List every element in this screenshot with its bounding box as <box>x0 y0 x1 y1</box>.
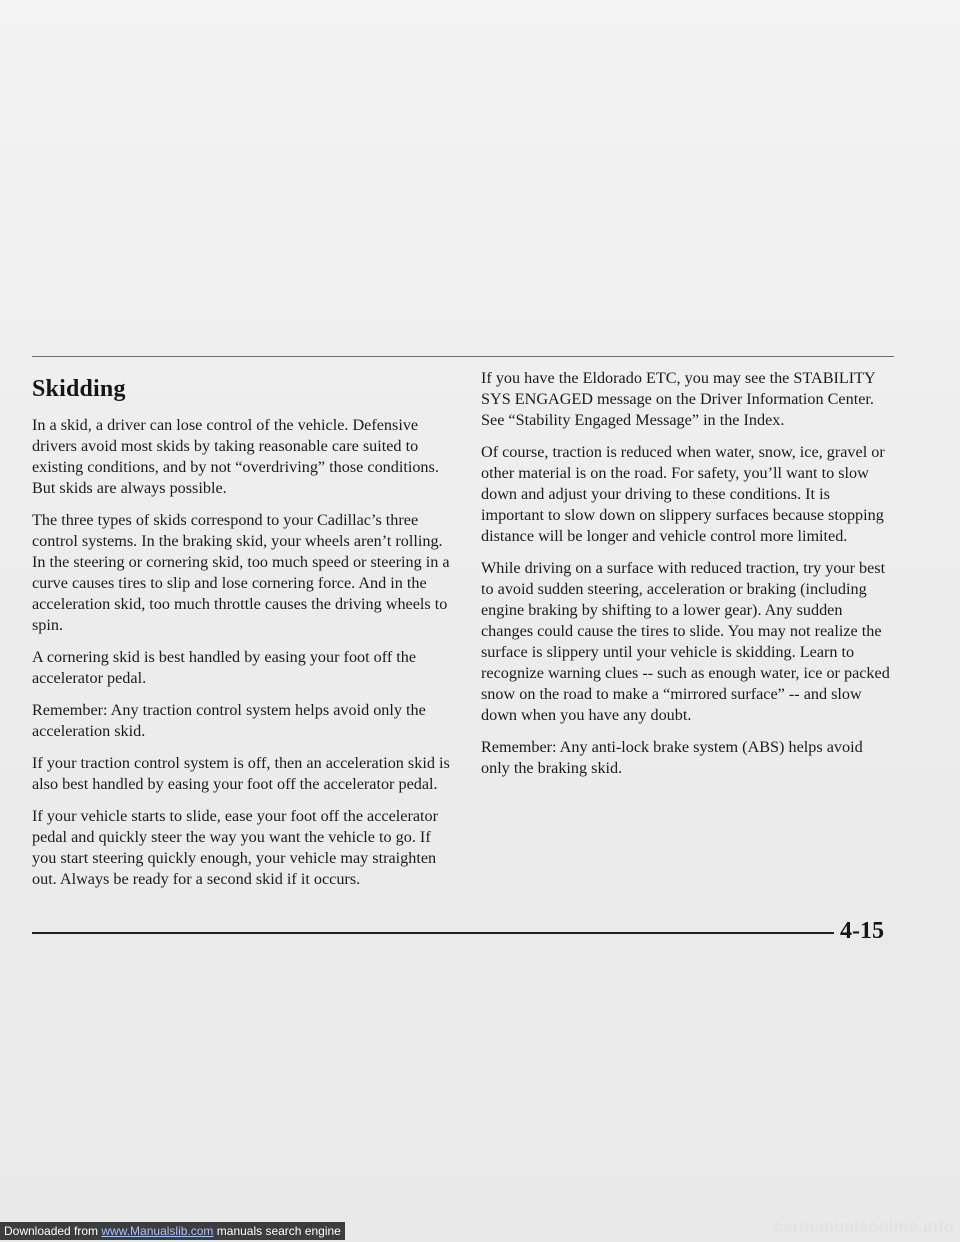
right-paragraph: Of course, traction is reduced when water, snow, ice, gravel or other material is on the road. For safety, you’ll want to slow down and adjust your driving to these conditions. It is important to slow down on slippery surfaces because stopping distance will be longer and vehicle control more limited. <box>481 443 885 545</box>
watermark-text: carmanualsonline.info <box>773 1217 954 1236</box>
footer-suffix: manuals search engine <box>213 1224 341 1238</box>
left-paragraph: In a skid, a driver can lose control of the vehicle. Defensive drivers avoid most skids by taking reasonable care suited to existing conditions, and by not “overdriving” those conditions. But skids are always possible. <box>32 416 439 497</box>
top-divider <box>32 356 894 357</box>
left-paragraph: The three types of skids correspond to your Cadillac’s three control systems. In the braking skid, your wheels aren’t rolling. In the steering or cornering skid, too much speed or steering in a curve causes tires to slip and lose cornering force. And in the acceleration skid, too much throttle causes the driving wheels to spin. <box>32 511 450 634</box>
right-column <box>481 368 895 790</box>
left-paragraph: If your vehicle starts to slide, ease your foot off the accelerator pedal and quickly steer the way you want the vehicle to go. If you start steering quickly enough, your vehicle may straighten out. Always be ready for a second skid if it occurs. <box>32 807 439 888</box>
right-paragraph: If you have the Eldorado ETC, you may see the STABILITY SYS ENGAGED message on the Driver Information Center. See “Stability Engaged Message” in the Index. <box>481 369 876 429</box>
section-title: Skidding <box>32 376 126 402</box>
left-paragraph: Remember: Any traction control system helps avoid only the acceleration skid. <box>32 701 426 740</box>
right-paragraph: While driving on a surface with reduced traction, try your best to avoid sudden steering, acceleration or braking (including engine braking by shifting to a lower gear). Any sudden changes could cause the tires to slide. You may not realize the surface is slippery until your vehicle is skidding. Learn to recognize warning clues -- such as enough water, ice or packed snow on the road to make a “mirrored surface” -- and slow down when you have any doubt. <box>481 559 890 724</box>
download-footer <box>0 1222 345 1240</box>
left-paragraph: A cornering skid is best handled by easing your foot off the accelerator pedal. <box>32 648 417 687</box>
page-number: 4-15 <box>840 918 884 944</box>
left-column <box>32 368 450 901</box>
left-paragraph: If your traction control system is off, then an acceleration skid is also best handled by easing your foot off the accelerator pedal. <box>32 754 450 793</box>
manualslib-link[interactable]: www.Manualslib.com <box>101 1224 214 1238</box>
bottom-divider <box>32 932 834 934</box>
footer-prefix: Downloaded from <box>4 1224 102 1238</box>
right-paragraph: Remember: Any anti-lock brake system (ABS) helps avoid only the braking skid. <box>481 738 863 777</box>
